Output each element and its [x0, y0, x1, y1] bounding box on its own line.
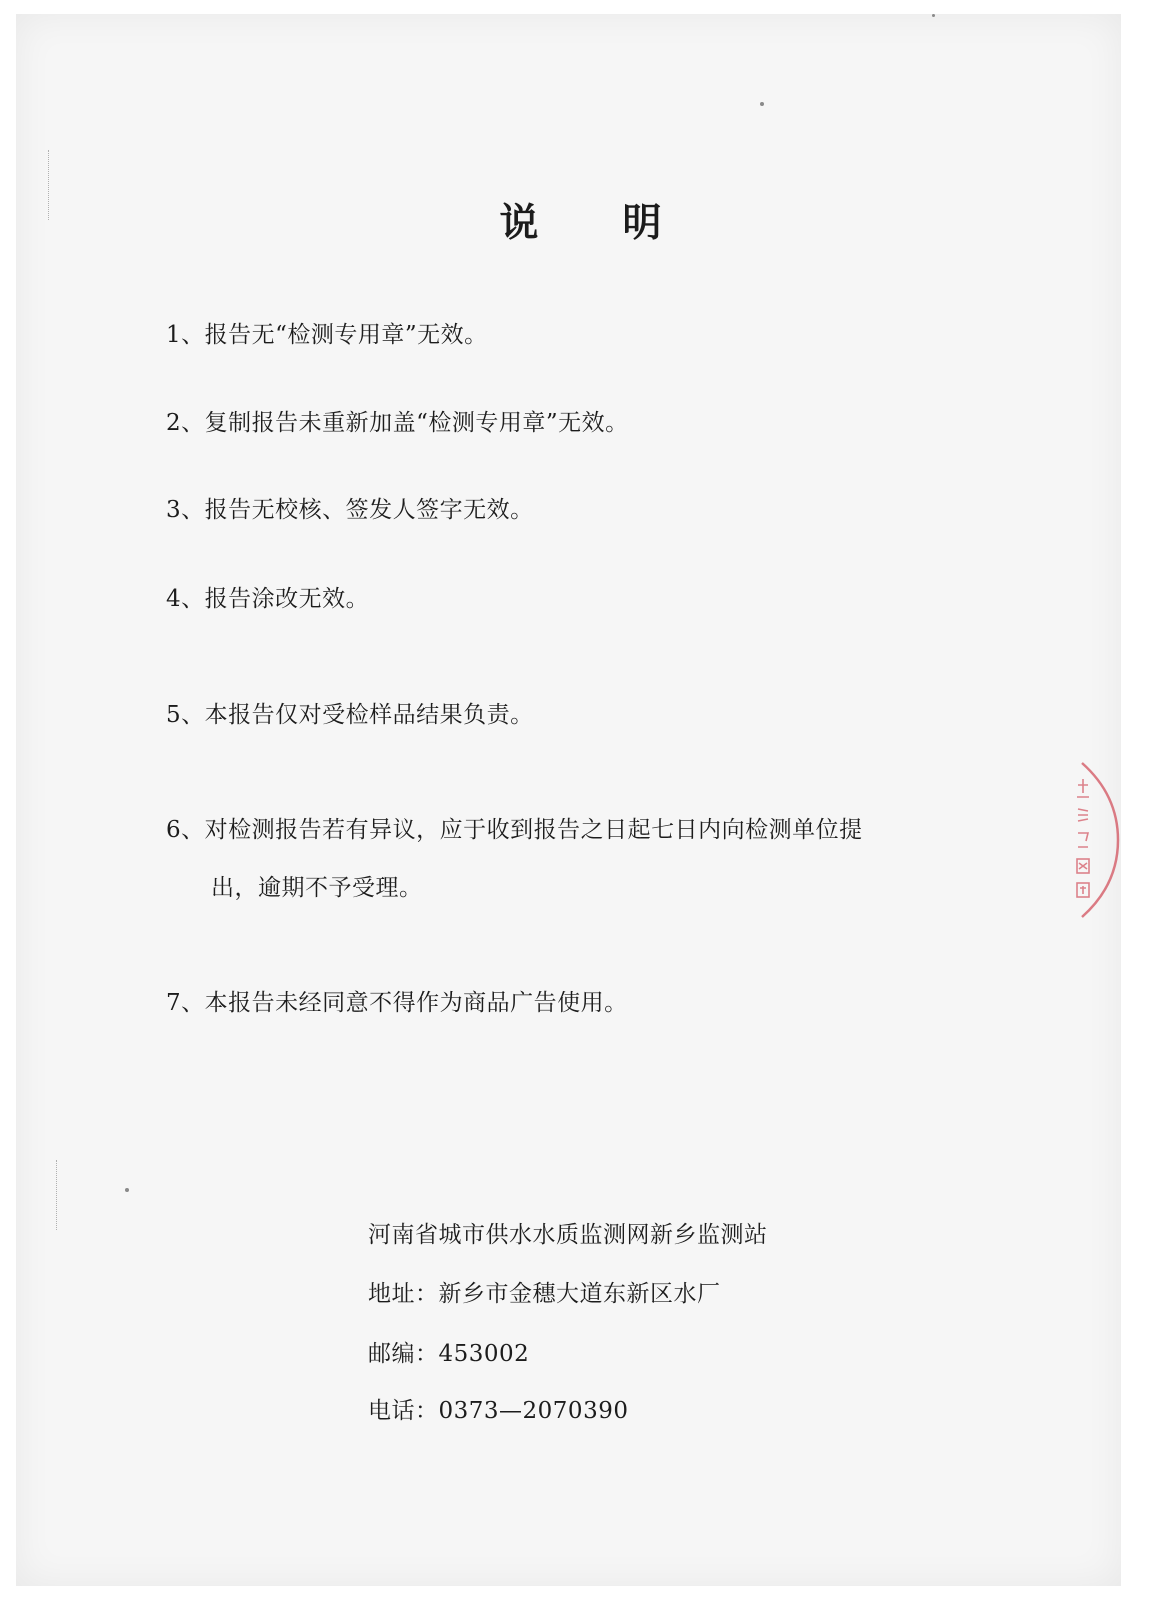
notice-item-continuation: 出，逾期不予受理。: [211, 875, 423, 901]
item-text: 报告无校核、签发人签字无效。: [204, 497, 534, 523]
paper-sheet: [16, 14, 1121, 1586]
item-text: 复制报告未重新加盖“检测专用章”无效。: [204, 410, 629, 436]
item-text: 对检测报告若有异议，应于收到报告之日起七日内向检测单位提: [204, 817, 863, 843]
notice-item: [166, 495, 534, 525]
item-text: 本报告未经同意不得作为商品广告使用。: [204, 990, 628, 1016]
footer-phone: 电话：0373—2070390: [368, 1398, 629, 1424]
notice-item: [166, 815, 863, 845]
title-char: 明: [622, 200, 664, 246]
scan-speck: [932, 14, 935, 17]
item-number: 3、: [166, 497, 205, 523]
item-number: 4、: [166, 586, 205, 612]
scan-speck: [125, 1188, 129, 1192]
partial-seal-stamp: [1060, 755, 1140, 925]
item-text: 报告涂改无效。: [204, 586, 370, 612]
item-text: 报告无“检测专用章”无效。: [204, 322, 488, 348]
item-number: 1、: [166, 322, 205, 348]
item-text: 本报告仅对受检样品结果负责。: [204, 702, 534, 728]
item-number: 6、: [166, 817, 205, 843]
document-title: [0, 192, 1163, 248]
notice-item: [166, 408, 629, 438]
item-number: 2、: [166, 410, 205, 436]
footer-address: 地址：新乡市金穗大道东新区水厂: [368, 1281, 721, 1307]
title-char: 说: [499, 200, 541, 246]
notice-item: [166, 320, 488, 350]
scan-edge-mark: [56, 1160, 61, 1230]
notice-item: [166, 584, 369, 614]
item-number: 7、: [166, 990, 205, 1016]
footer-organization: 河南省城市供水水质监测网新乡监测站: [368, 1222, 768, 1248]
notice-item: [166, 700, 534, 730]
scan-speck: [760, 102, 764, 106]
footer-postcode: 邮编：453002: [368, 1341, 530, 1367]
item-number: 5、: [166, 702, 205, 728]
notice-item: [166, 988, 628, 1018]
